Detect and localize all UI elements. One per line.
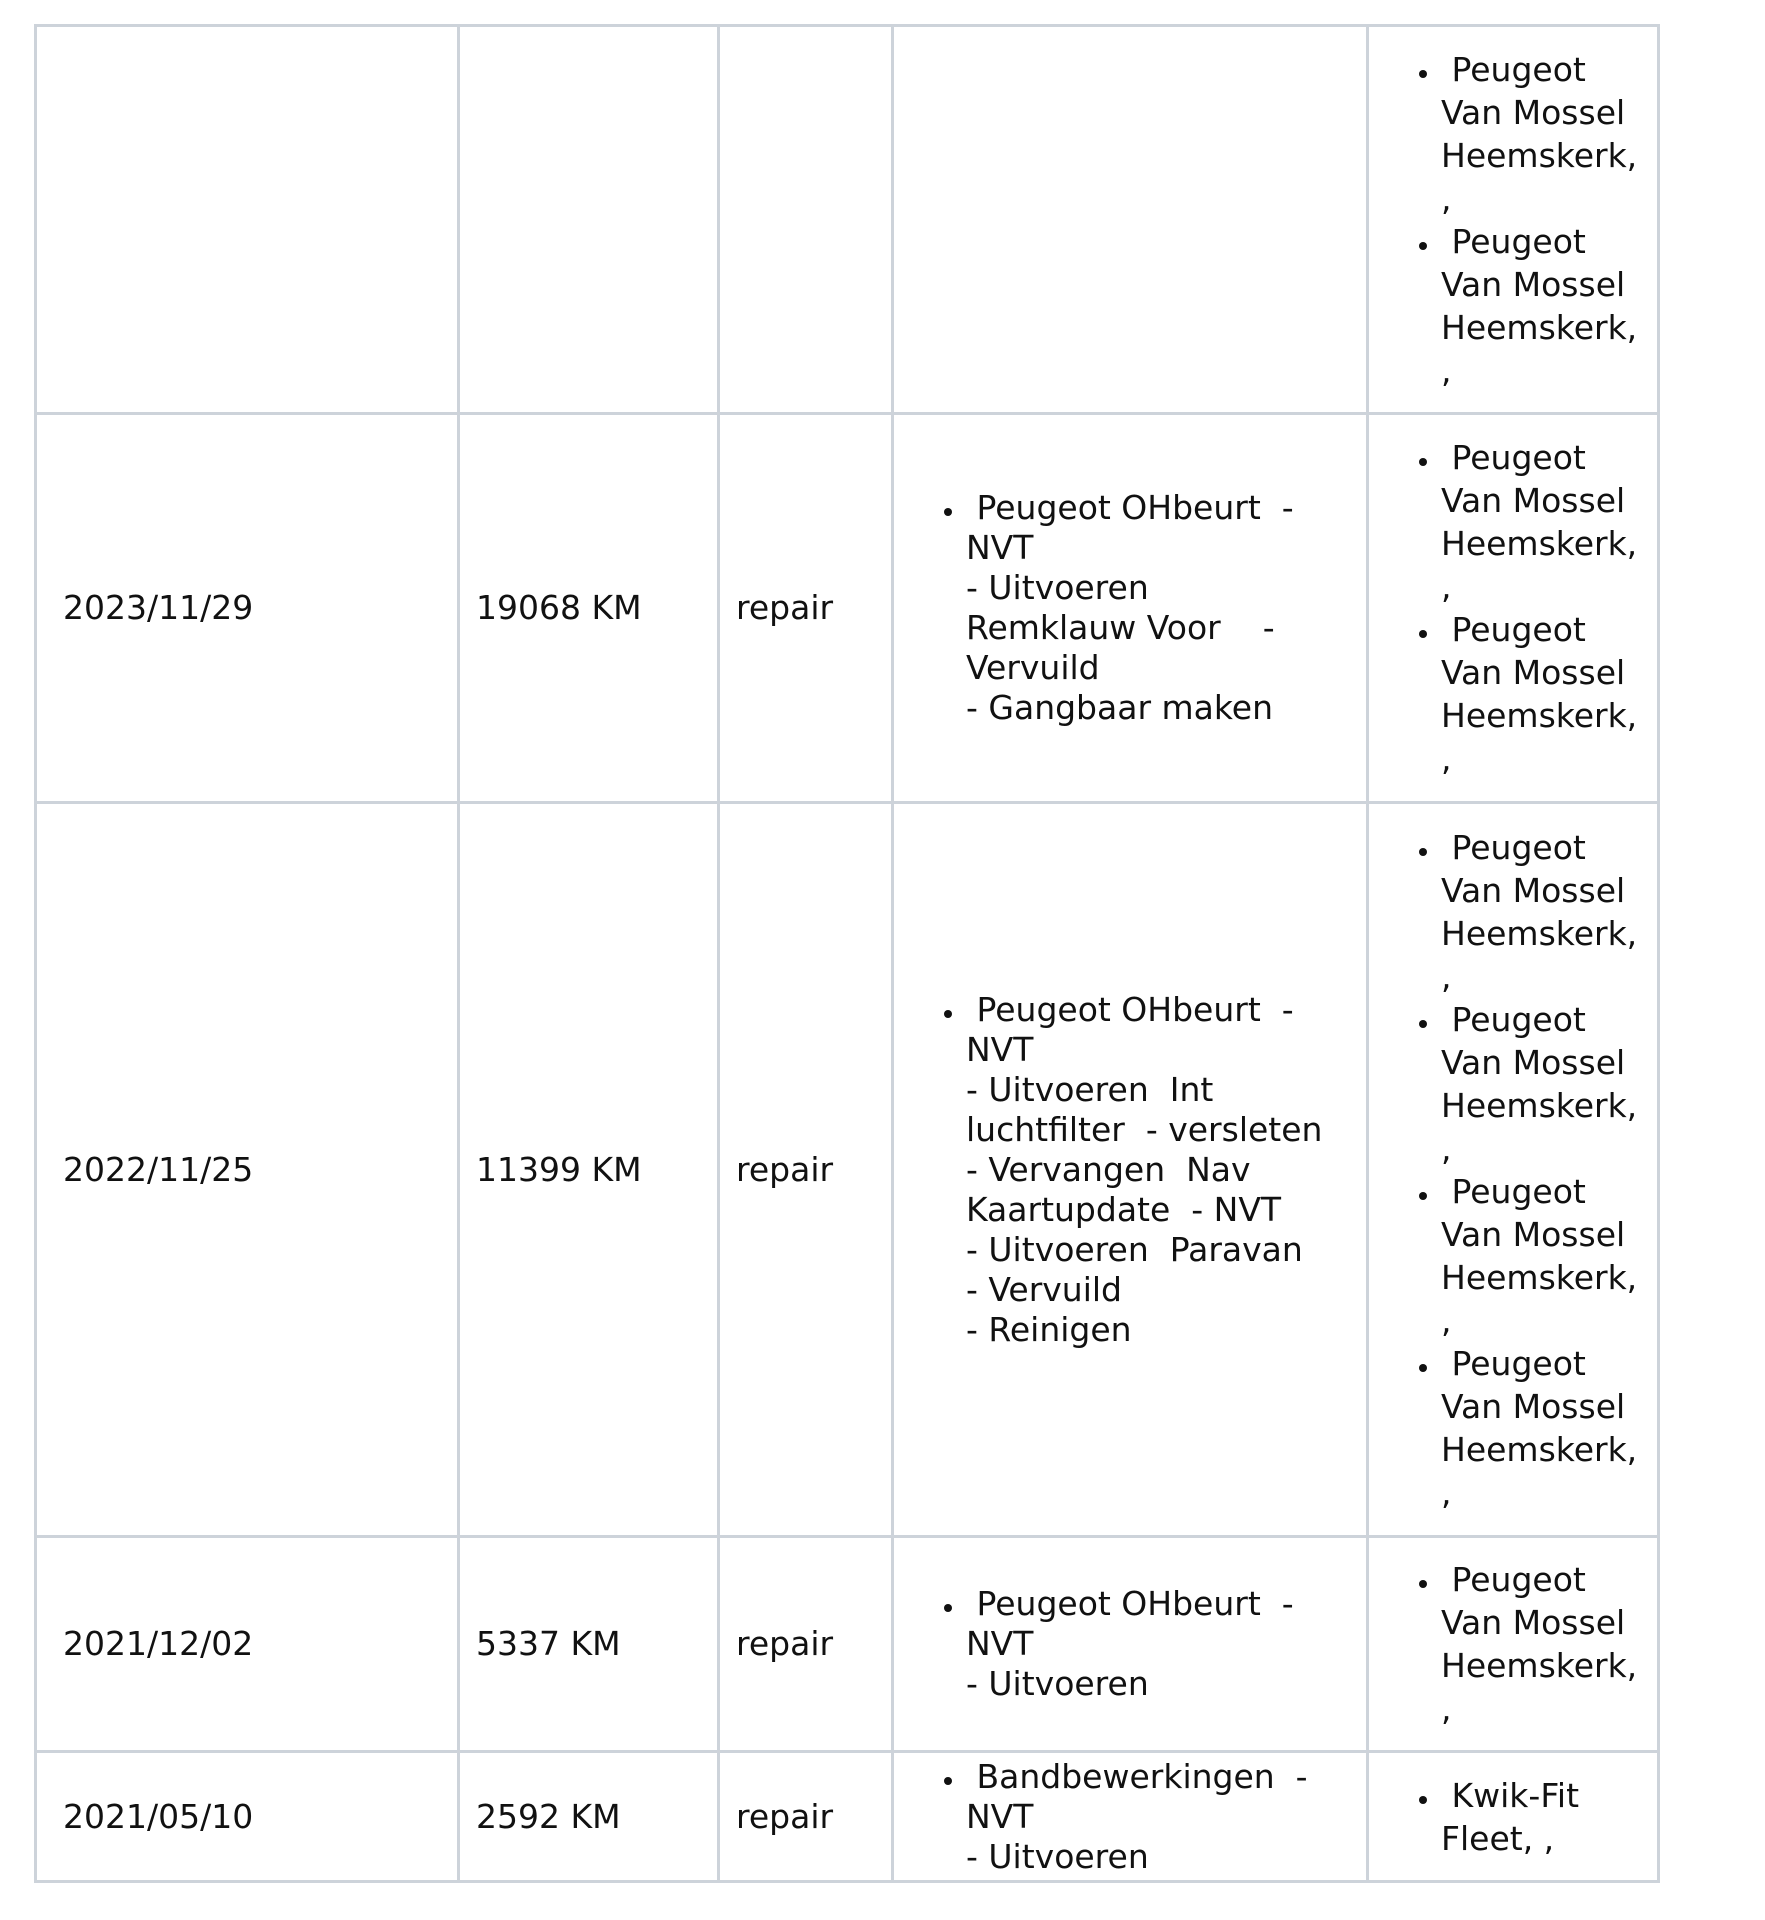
date-cell: 2021/05/10 [36,1752,459,1882]
description-item: • Bandbewerkingen - NVT - Uitvoeren [966,1757,1366,1877]
description-item: • Peugeot OHbeurt - NVT - Uitvoeren Int luchtfilter - versleten - Vervangen Nav Kaartupdate - NVT - Uitvoeren Paravan - Vervuild - Reinigen [966,990,1366,1350]
type-cell: repair [719,1537,893,1752]
dealer-item: • Peugeot Van Mossel Heemskerk, , [1441,436,1657,608]
dealer-item: • Peugeot Van Mossel Heemskerk, , [1441,826,1657,998]
table-row [36,1752,1659,1882]
mileage-cell: 11399 KM [459,803,719,1537]
description-cell [893,1752,1368,1882]
mileage-cell: 2592 KM [459,1752,719,1882]
dealer-item: • Kwik-Fit Fleet, , [1441,1774,1657,1860]
dealer-list [1369,1774,1657,1860]
dealer-cell [1368,803,1659,1537]
dealer-item: • Peugeot Van Mossel Heemskerk, , [1441,220,1657,392]
date-cell: 2021/12/02 [36,1537,459,1752]
description-list [894,990,1366,1350]
description-list [894,1584,1366,1704]
dealer-list [1369,1558,1657,1730]
table-row [36,803,1659,1537]
mileage-cell: 5337 KM [459,1537,719,1752]
description-cell [893,414,1368,803]
dealer-item: • Peugeot Van Mossel Heemskerk, , [1441,48,1657,220]
dealer-item: • Peugeot Van Mossel Heemskerk, , [1441,1558,1657,1730]
dealer-item: • Peugeot Van Mossel Heemskerk, , [1441,998,1657,1170]
dealer-cell [1368,26,1659,414]
dealer-item: • Peugeot Van Mossel Heemskerk, , [1441,1342,1657,1514]
type-cell: repair [719,803,893,1537]
description-item: • Peugeot OHbeurt - NVT - Uitvoeren Remklauw Voor - Vervuild - Gangbaar maken [966,488,1366,728]
maintenance-history-table [34,24,1660,1883]
description-cell [893,1537,1368,1752]
dealer-cell [1368,1537,1659,1752]
type-cell: repair [719,1752,893,1882]
date-cell [36,26,459,414]
type-cell: repair [719,414,893,803]
dealer-item: • Peugeot Van Mossel Heemskerk, , [1441,608,1657,780]
description-cell [893,26,1368,414]
dealer-cell [1368,414,1659,803]
table-row [36,1537,1659,1752]
description-list [894,1757,1366,1877]
type-cell [719,26,893,414]
dealer-cell [1368,1752,1659,1882]
description-cell [893,803,1368,1537]
mileage-cell: 19068 KM [459,414,719,803]
table-row [36,26,1659,414]
date-cell: 2022/11/25 [36,803,459,1537]
dealer-item: • Peugeot Van Mossel Heemskerk, , [1441,1170,1657,1342]
description-list [894,488,1366,728]
description-item: • Peugeot OHbeurt - NVT - Uitvoeren [966,1584,1366,1704]
dealer-list [1369,826,1657,1514]
mileage-cell [459,26,719,414]
table-row [36,414,1659,803]
dealer-list [1369,436,1657,780]
date-cell: 2023/11/29 [36,414,459,803]
dealer-list [1369,48,1657,392]
